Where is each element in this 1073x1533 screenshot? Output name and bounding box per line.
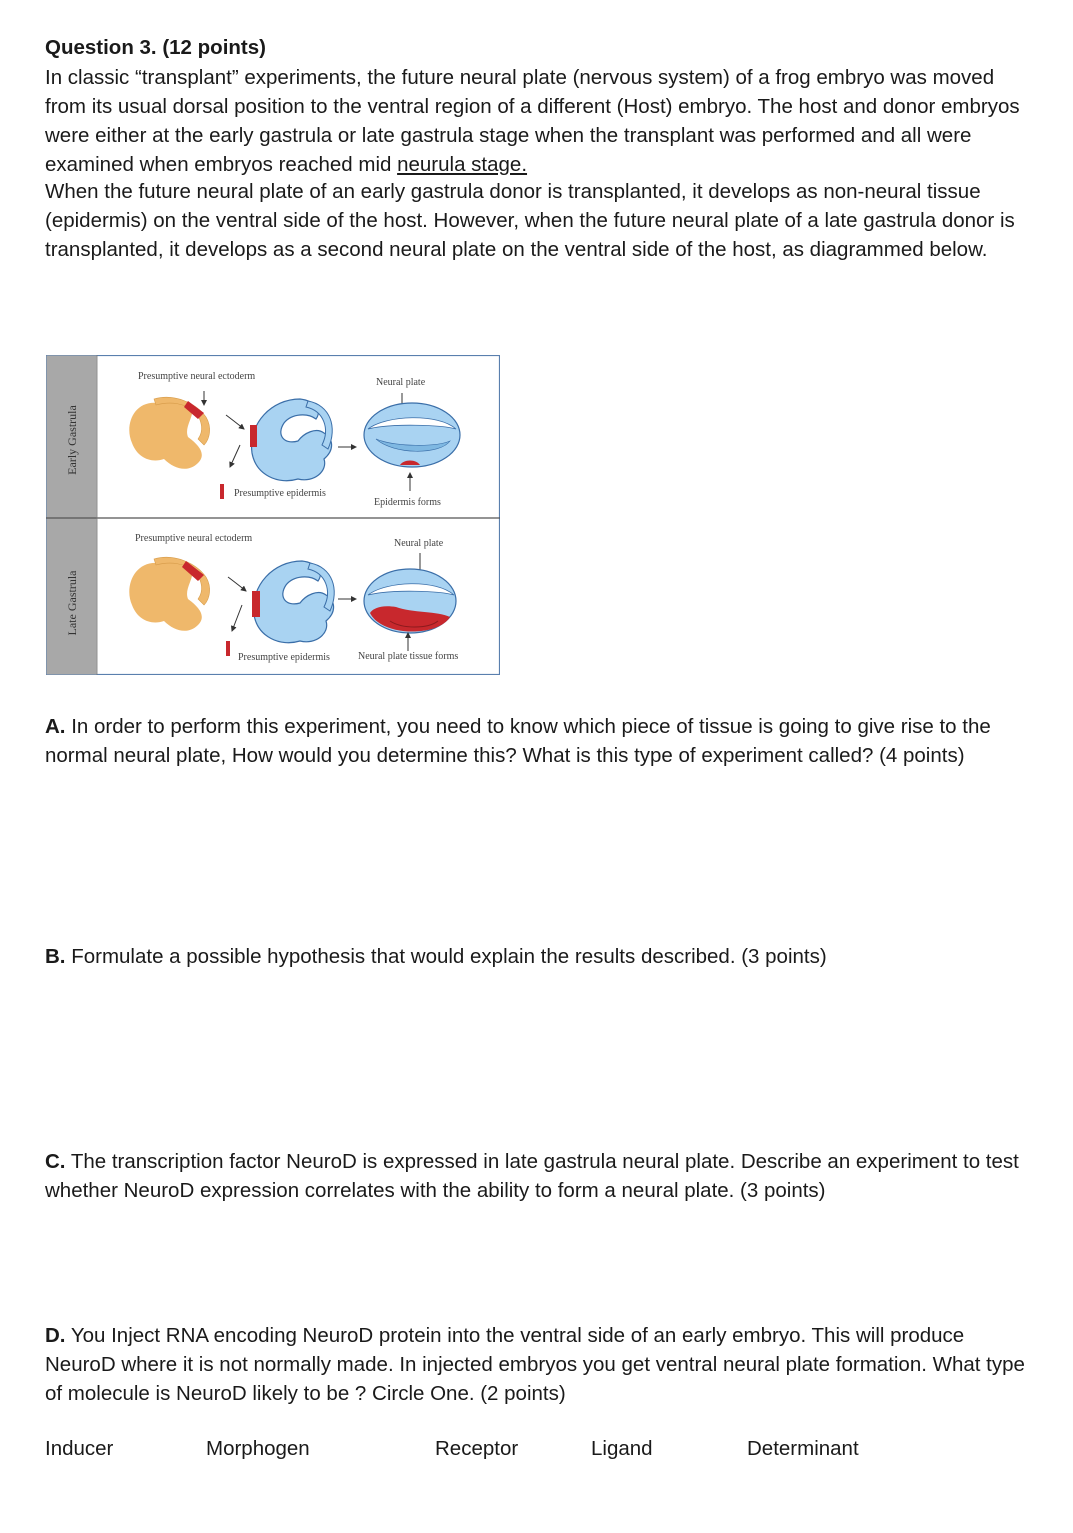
row1-neural-plate-label: Neural plate (376, 377, 426, 388)
answer-choices (45, 1437, 1035, 1467)
part-d-label: D. (45, 1324, 66, 1347)
early-gastrula-label: Early Gastrula (65, 405, 79, 475)
part-d-text: You Inject RNA encoding NeuroD protein into the ventral side of an early embryo. This will produce NeuroD where it is not normally made. In injected embryos you get ventral neural plate formation. What type of molecule is NeuroD likely to be ? Circle One. (2 points) (45, 1324, 1025, 1405)
part-b-label: B. (45, 945, 66, 968)
part-a-text: In order to perform this experiment, you need to know which piece of tissue is going to give rise to the normal neural plate, How would you determine this? What is this type of experiment called? (4 points) (45, 715, 991, 767)
part-a-label: A. (45, 715, 66, 738)
choice-determinant[interactable]: Determinant (747, 1437, 859, 1460)
question-heading (45, 33, 1035, 62)
question-intro-2 (45, 177, 1035, 264)
row1-neurula (364, 403, 460, 467)
part-c (45, 1147, 1035, 1205)
row1-presumptive-neural-label: Presumptive neural ectoderm (138, 371, 256, 382)
part-a (45, 712, 1035, 770)
row2-presumptive-epidermis-label: Presumptive epidermis (238, 652, 330, 663)
part-b (45, 942, 1035, 971)
row2-result-label: Neural plate tissue forms (358, 651, 459, 662)
row2-graft-piece (226, 641, 230, 656)
intro-underlined-term: neurula stage. (397, 153, 528, 176)
choice-receptor[interactable]: Receptor (435, 1437, 519, 1460)
choice-ligand[interactable]: Ligand (591, 1437, 653, 1460)
transplant-diagram (46, 355, 500, 675)
part-c-text: The transcription factor NeuroD is expressed in late gastrula neural plate. Describe an experiment to test whether NeuroD expression correlates with the ability to form a neural plate. (3 points) (45, 1150, 1019, 1202)
row2-neurula (364, 569, 456, 633)
part-b-text: Formulate a possible hypothesis that would explain the results described. (3 points) (65, 945, 827, 968)
row1-result-label: Epidermis forms (374, 497, 441, 508)
question-intro-1 (45, 63, 1035, 179)
row1-host-graft (250, 425, 257, 447)
late-gastrula-label: Late Gastrula (65, 570, 79, 636)
question-title: Question 3. (12 points) (45, 36, 266, 59)
choice-inducer[interactable]: Inducer (45, 1437, 114, 1460)
intro-text: In classic “transplant” experiments, the future neural plate (nervous system) of a frog embryo was moved from its usual dorsal position to the ventral region of a different (Host) embryo. The host and donor embryos were either at the early gastrula or late gastrula stage when the transplant was performed and all were examined when embryos reached mid (45, 66, 1020, 176)
choice-morphogen[interactable]: Morphogen (206, 1437, 310, 1460)
part-d (45, 1321, 1035, 1408)
row1-graft-piece (220, 484, 224, 499)
row2-host-graft (252, 591, 260, 617)
row2-presumptive-neural-label: Presumptive neural ectoderm (135, 533, 253, 544)
intro-text-2: When the future neural plate of an early gastrula donor is transplanted, it develops as non-neural tissue (epidermis) on the ventral side of the host. However, when the future neural plate of a late gastrula donor is transplanted, it develops as a second neural plate on the ventral side of the host, as diagrammed below. (45, 180, 1015, 261)
part-c-label: C. (45, 1150, 66, 1173)
row1-presumptive-epidermis-label: Presumptive epidermis (234, 488, 326, 499)
row2-neural-plate-label: Neural plate (394, 538, 444, 549)
